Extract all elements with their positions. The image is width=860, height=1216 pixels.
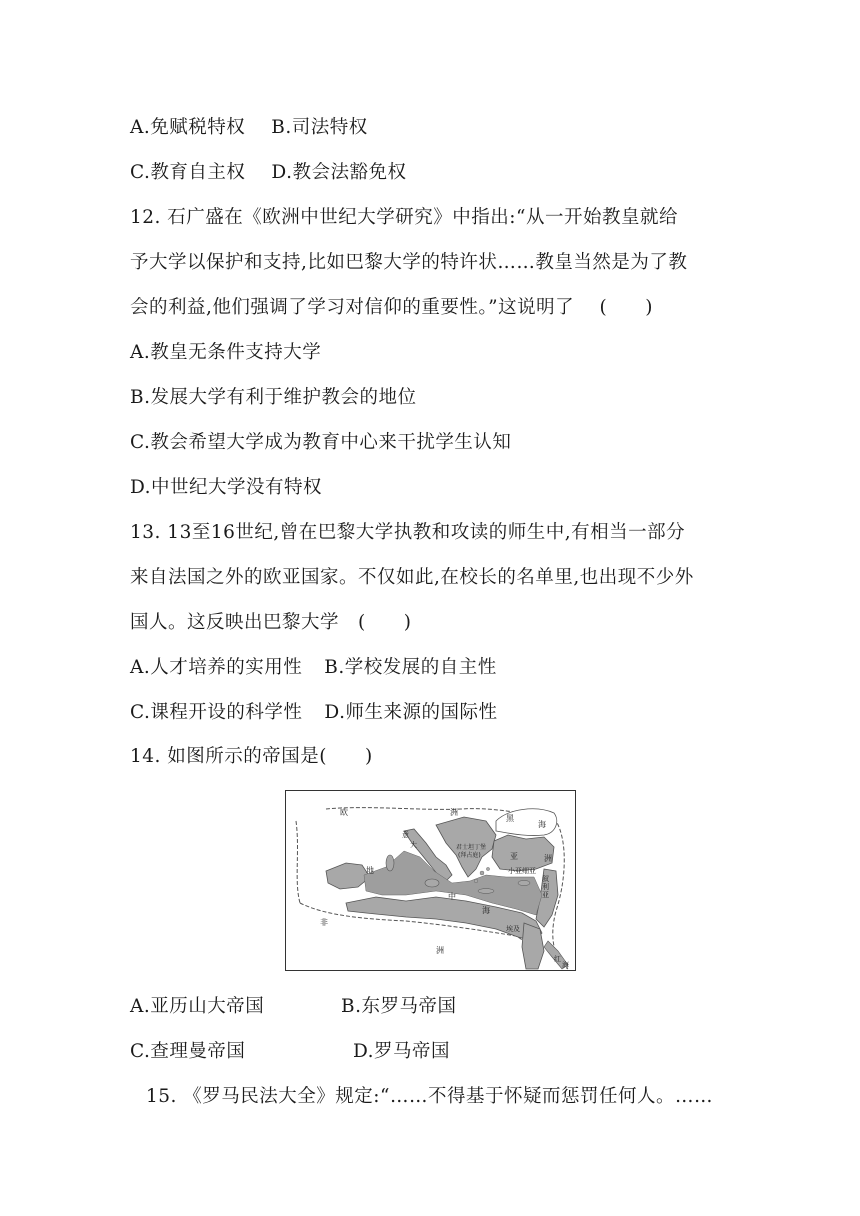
- q13-option-d: D.师生来源的国际性: [324, 702, 498, 723]
- q13-option-row-1: [130, 657, 497, 679]
- q12-stem-line-1: 12. 石广盛在《欧洲中世纪大学研究》中指出:“从一开始教皇就给: [130, 207, 678, 228]
- q11-option-a: A.免赋税特权: [130, 117, 246, 138]
- q11-option-row-2: [130, 162, 406, 184]
- map-svg: [286, 791, 575, 970]
- q11-option-d: D.教会法豁免权: [271, 162, 407, 183]
- map-label-constantinople-2: (拜占庭): [458, 852, 481, 859]
- map-label-black-sea-2: 海: [538, 820, 546, 829]
- map-label-med-2: 中: [448, 892, 456, 901]
- q12-option-c: C.教会希望大学成为教育中心来干扰学生认知: [130, 432, 512, 453]
- byzantine-empire-map: [285, 790, 576, 971]
- map-label-egypt: 埃及: [506, 925, 520, 933]
- q13-stem-line-3: 国人。这反映出巴黎大学 ( ): [130, 612, 412, 633]
- map-asia-minor-land: [492, 835, 554, 871]
- q13-stem-line-1: 13. 13至16世纪,曾在巴黎大学执教和攻读的师生中,有相当一部分: [130, 522, 686, 543]
- map-cyprus: [518, 880, 530, 885]
- q12-option-d: D.中世纪大学没有特权: [130, 477, 323, 498]
- map-sardinia: [386, 855, 394, 871]
- map-label-asia-2: 洲: [544, 854, 552, 863]
- map-label-europe-1: 欧: [340, 808, 348, 817]
- map-label-italy-2: 大: [410, 841, 417, 849]
- q14-option-b: B.东罗马帝国: [341, 996, 457, 1017]
- map-island: [486, 867, 489, 870]
- map-island: [480, 871, 484, 875]
- q12-option-b: B.发展大学有利于维护教会的地位: [130, 387, 417, 408]
- q13-option-a: A.人才培养的实用性: [130, 657, 303, 678]
- q14-option-c: C.查理曼帝国: [130, 1041, 246, 1062]
- map-island: [474, 879, 478, 883]
- q13-option-row-2: [130, 702, 497, 724]
- map-sicily: [425, 879, 439, 887]
- q15-stem-line-1: 15. 《罗马民法大全》规定:“……不得基于怀疑而惩罚任何人。……: [146, 1086, 713, 1107]
- map-label-red-sea-1: 红: [554, 955, 561, 963]
- q12-stem-line-3: 会的利益,他们强调了学习对信仰的重要性。”这说明了 ( ): [130, 297, 653, 318]
- q13-stem-line-2: 来自法国之外的欧亚国家。不仅如此,在校长的名单里,也出现不少外: [130, 567, 694, 588]
- map-crete: [478, 889, 494, 894]
- q12-option-a: A.教皇无条件支持大学: [130, 342, 322, 363]
- q14-stem: 14. 如图所示的帝国是( ): [130, 746, 373, 767]
- map-label-constantinople-1: 君士坦丁堡: [456, 844, 487, 851]
- map-label-europe-2: 洲: [450, 808, 458, 817]
- map-label-med-1: 地: [366, 866, 374, 875]
- map-label-med-3: 海: [482, 906, 490, 915]
- map-label-syria-3: 亚: [542, 891, 549, 899]
- q12-stem-line-2: 予大学以保护和支持,比如巴黎大学的特许状……教皇当然是为了教: [130, 252, 688, 273]
- map-spain-land: [326, 863, 370, 889]
- q13-option-b: B.学校发展的自主性: [324, 657, 497, 678]
- q11-option-row-1: [130, 117, 368, 139]
- map-label-africa-2: 洲: [436, 946, 444, 955]
- map-label-syria-1: 叙: [542, 875, 549, 883]
- q11-option-b: B.司法特权: [271, 117, 368, 138]
- map-label-black-sea-1: 黑: [506, 814, 514, 823]
- map-label-asia-1: 亚: [510, 852, 518, 861]
- q14-option-a: A.亚历山大帝国: [130, 996, 265, 1017]
- map-label-red-sea-2: 海: [562, 961, 569, 969]
- map-label-africa-1: 非: [320, 918, 328, 927]
- q14-option-row-1: [130, 996, 456, 1018]
- q13-option-c: C.课程开设的科学性: [130, 702, 303, 723]
- q14-option-d: D.罗马帝国: [353, 1041, 451, 1062]
- map-label-asia-minor: 小亚细亚: [508, 867, 536, 875]
- map-label-italy-1: 意: [402, 831, 409, 839]
- q14-option-row-2: [130, 1041, 450, 1063]
- map-label-syria-2: 利: [542, 883, 549, 891]
- q11-option-c: C.教育自主权: [130, 162, 246, 183]
